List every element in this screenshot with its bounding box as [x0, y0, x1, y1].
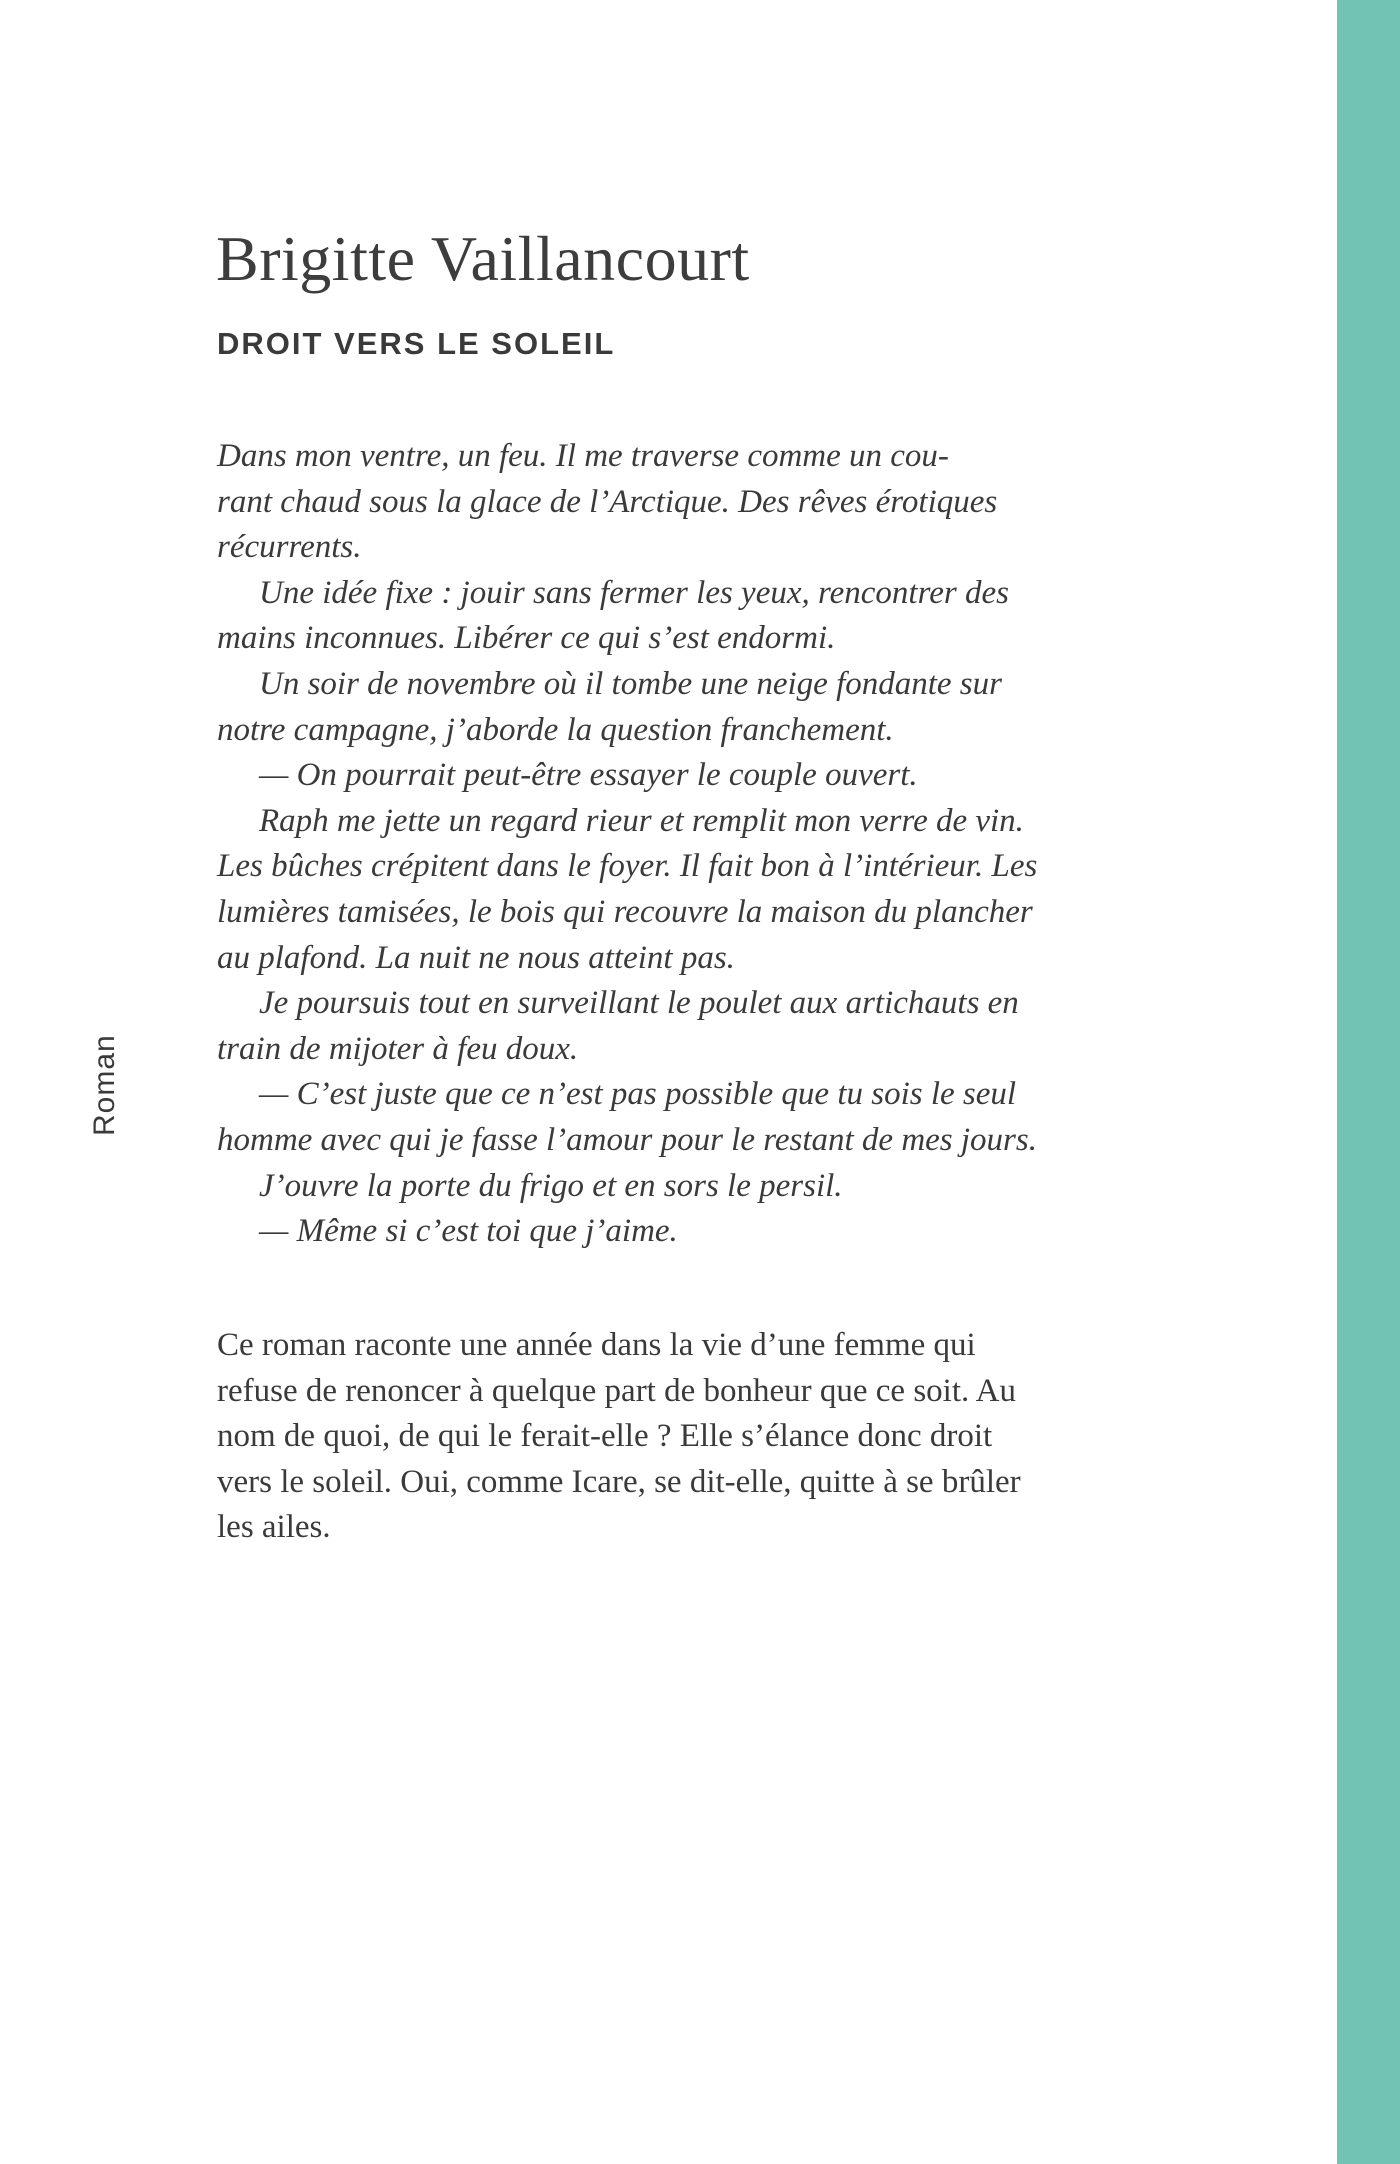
- spine-color-band: [1337, 0, 1400, 2164]
- excerpt-line: Raph me jette un regard rieur et remplit mon verre de vin.: [259, 802, 1024, 839]
- genre-label: Roman: [88, 1034, 121, 1136]
- excerpt-line: notre campagne, j’aborde la question franchement.: [217, 711, 894, 748]
- blurb: [217, 1323, 1122, 1551]
- author-name: Brigitte Vaillancourt: [216, 223, 750, 294]
- blurb-line: nom de quoi, de qui le ferait-elle ? Elle s’élance donc droit: [217, 1418, 993, 1455]
- blurb-line: vers le soleil. Oui, comme Icare, se dit-elle, quitte à se brûler: [217, 1463, 1021, 1500]
- excerpt-line: Je poursuis tout en surveillant le poulet aux artichauts en: [259, 985, 1019, 1022]
- excerpt-line: J’ouvre la porte du frigo et en sors le persil.: [259, 1167, 843, 1204]
- excerpt-line: train de mijoter à feu doux.: [217, 1030, 579, 1067]
- excerpt-line: Une idée fixe : jouir sans fermer les yeux, rencontrer des: [259, 574, 1009, 611]
- excerpt-line: homme avec qui je fasse l’amour pour le restant de mes jours.: [217, 1121, 1037, 1158]
- blurb-line: Ce roman raconte une année dans la vie d’une femme qui: [217, 1327, 976, 1363]
- excerpt-line: mains inconnues. Libérer ce qui s’est endormi.: [217, 620, 836, 657]
- excerpt-line: au plafond. La nuit ne nous atteint pas.: [217, 939, 735, 976]
- book-title: DROIT VERS LE SOLEIL: [217, 326, 616, 361]
- excerpt-line: Dans mon ventre, un feu. Il me traverse comme un cou-: [217, 438, 949, 474]
- excerpt-line: Un soir de novembre où il tombe une neige fondante sur: [259, 665, 1002, 702]
- blurb-line: refuse de renoncer à quelque part de bonheur que ce soit. Au: [217, 1372, 1017, 1409]
- excerpt: [217, 434, 1122, 1255]
- excerpt-line: — Même si c’est toi que j’aime.: [259, 1213, 678, 1250]
- excerpt-line: Les bûches crépitent dans le foyer. Il fait bon à l’intérieur. Les: [217, 848, 1038, 885]
- excerpt-line: lumières tamisées, le bois qui recouvre la maison du plancher: [217, 893, 1033, 930]
- excerpt-line: récurrents.: [217, 529, 362, 566]
- excerpt-line: — C’est juste que ce n’est pas possible que tu sois le seul: [259, 1076, 1017, 1113]
- blurb-line: les ailes.: [217, 1509, 331, 1546]
- excerpt-line: rant chaud sous la glace de l’Arctique. Des rêves érotiques: [217, 483, 998, 520]
- excerpt-line: — On pourrait peut-être essayer le couple ouvert.: [259, 757, 918, 794]
